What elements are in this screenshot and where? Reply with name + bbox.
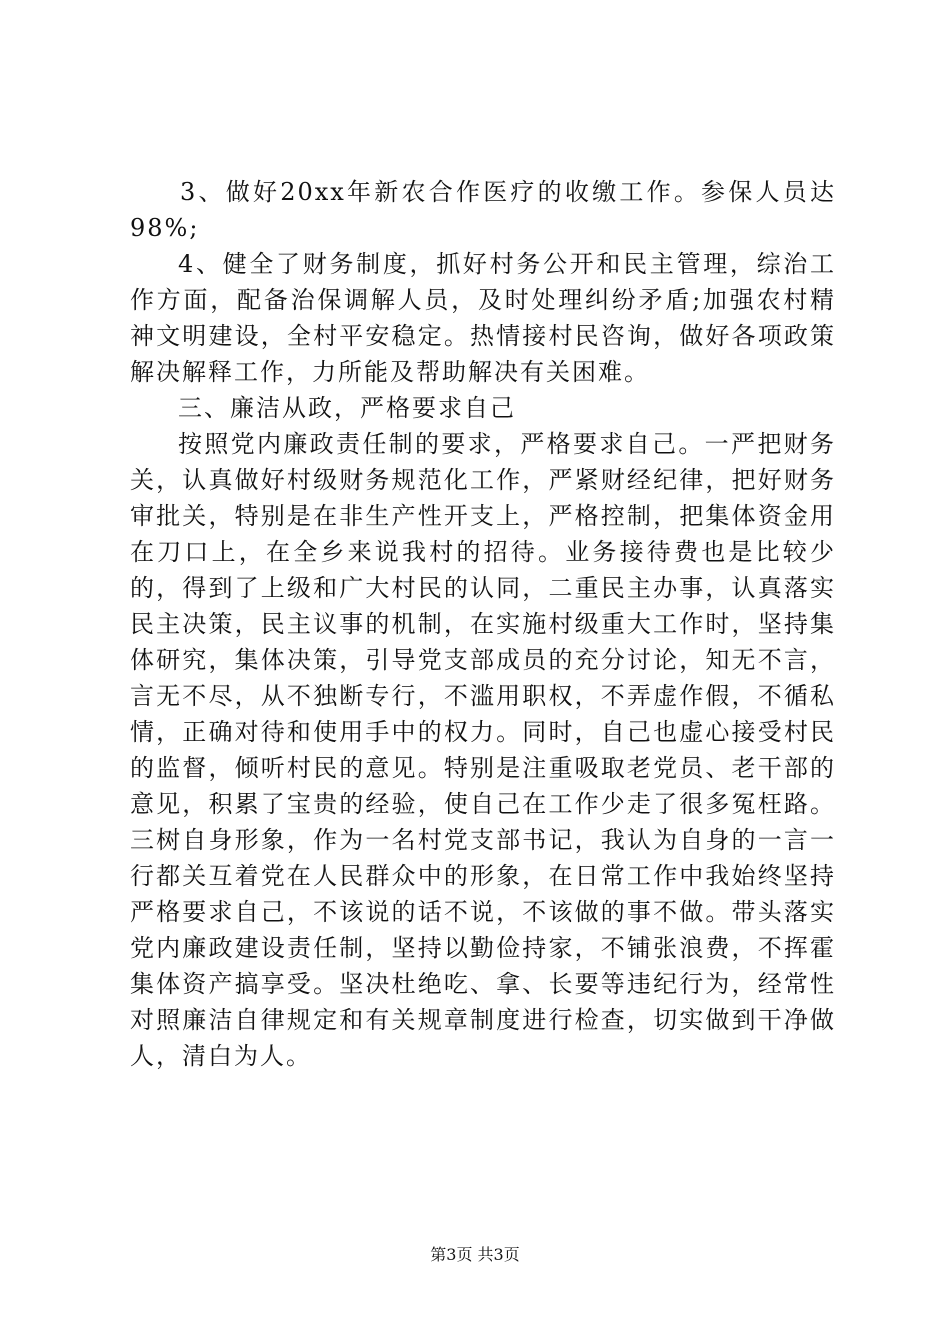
section-heading: 三、廉洁从政，严格要求自己 [178, 394, 516, 422]
paragraph-integrity: 按照党内廉政责任制的要求，严格要求自己。一严把财务关，认真做好村级财务规范化工作，严紧财经纪律，把好财务审批关，特别是在非生产性开支上，严格控制，把集体资金用在刀口上，在全乡来说我村的招待。业务接待费也是比较少的，得到了上级和广大村民的认同，二重民主办事，认真落实民主决策，民主议事的机制，在实施村级重大工作时，坚持集体研究，集体决策，引导党支部成员的充分讨论，知无不言，言无不尽，从不独断专行，不滥用职权，不弄虚作假，不循私情，正确对待和使用手中的权力。同时，自己也虚心接受村民的监督，倾听村民的意见。特别是注重吸取老党员、老干部的意见，积累了宝贵的经验，使自己在工作少走了很多冤枉路。三树自身形象，作为一名村党支部书记，我认为自身的一言一行都关互着党在人民群众中的形象，在日常工作中我始终坚持严格要求自己，不该说的话不说，不该做的事不做。带头落实党内廉政建设责任制，坚持以勤俭持家，不铺张浪费，不挥霍集体资产搞享受。坚决杜绝吃、拿、长要等违纪行为，经常性对照廉洁自律规定和有关规章制度进行检查，切实做到干净做人，清白为人。 [130, 430, 836, 1070]
paragraph-item-3: 3、做好20xx年新农合作医疗的收缴工作。参保人员达98%; [130, 178, 836, 242]
page-footer: 第3页 共3页 [430, 1245, 520, 1264]
paragraph-item-4: 4、健全了财务制度，抓好村务公开和民主管理，综治工作方面，配备治保调解人员，及时处理纠纷矛盾;加强农村精神文明建设，全村平安稳定。热情接村民咨询，做好各项政策解决解释工作，力所能及帮助解决有关困难。 [130, 250, 836, 386]
document-body [130, 174, 836, 1074]
